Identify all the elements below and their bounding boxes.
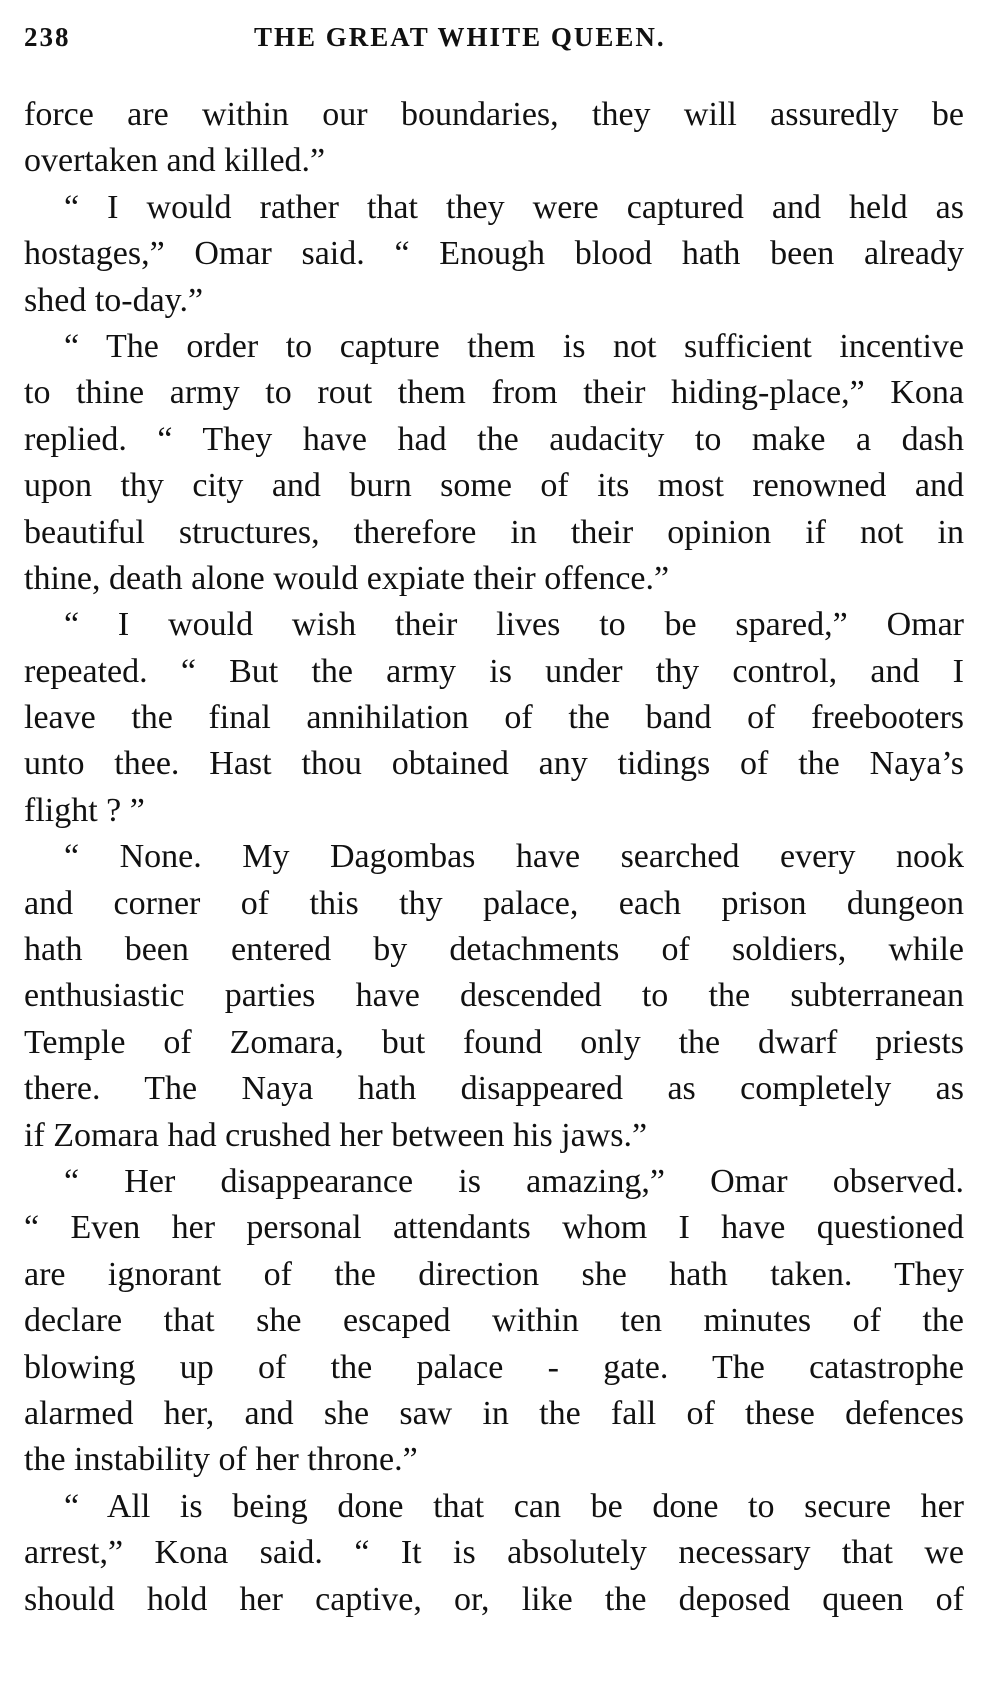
- text-line: hostages,” Omar said. “ Enough blood hath been already: [24, 235, 964, 273]
- text-line: “ All is being done that can be done to secure her: [64, 1487, 964, 1525]
- text-line: hath been entered by detachments of soldiers, while: [24, 931, 964, 969]
- text-line: “ The order to capture them is not sufficient incentive: [64, 327, 964, 365]
- book-page: [24, 14, 964, 1664]
- text-line: arrest,” Kona said. “ It is absolutely necessary that we: [24, 1534, 964, 1572]
- text-line: replied. “ They have had the audacity to make a dash: [24, 420, 964, 458]
- text-line: “ None. My Dagombas have searched every nook: [64, 838, 964, 876]
- text-line: unto thee. Hast thou obtained any tidings of the Naya’s: [24, 745, 964, 783]
- text-line: flight ? ”: [24, 791, 145, 829]
- text-line: are ignorant of the direction she hath taken. They: [24, 1255, 964, 1293]
- text-line: overtaken and killed.”: [24, 142, 326, 180]
- text-line: and corner of this thy palace, each prison dungeon: [24, 884, 964, 922]
- text-line: upon thy city and burn some of its most renowned and: [24, 467, 964, 505]
- text-line: declare that she escaped within ten minutes of the: [24, 1302, 964, 1340]
- text-line: to thine army to rout them from their hiding-place,” Kona: [24, 374, 964, 412]
- text-line: force are within our boundaries, they will assuredly be: [24, 96, 964, 133]
- text-line: if Zomara had crushed her between his jaws.”: [24, 1116, 648, 1154]
- text-line: thine, death alone would expiate their offence.”: [24, 559, 670, 597]
- text-line: “ Her disappearance is amazing,” Omar observed.: [64, 1162, 964, 1200]
- running-head: [24, 14, 964, 66]
- page-number: 238: [24, 22, 71, 52]
- text-line: repeated. “ But the army is under thy control, and I: [24, 652, 964, 690]
- body-text: [24, 92, 964, 1623]
- text-line: enthusiastic parties have descended to the subterranean: [24, 977, 964, 1015]
- text-line: there. The Naya hath disappeared as completely as: [24, 1070, 964, 1108]
- text-line: shed to-day.”: [24, 281, 204, 319]
- text-line: leave the final annihilation of the band of freebooters: [24, 699, 964, 737]
- text-line: the instability of her throne.”: [24, 1441, 418, 1479]
- text-line: alarmed her, and she saw in the fall of these defences: [24, 1394, 964, 1432]
- text-line: beautiful structures, therefore in their opinion if not in: [24, 513, 964, 551]
- running-title: THE GREAT WHITE QUEEN.: [254, 22, 666, 52]
- text-line: “ I would rather that they were captured and held as: [64, 188, 964, 226]
- text-line: blowing up of the palace - gate. The catastrophe: [24, 1348, 964, 1386]
- text-line: should hold her captive, or, like the deposed queen of: [24, 1580, 964, 1618]
- text-line: Temple of Zomara, but found only the dwarf priests: [24, 1023, 964, 1061]
- text-line: “ Even her personal attendants whom I have questioned: [24, 1209, 964, 1247]
- text-line: “ I would wish their lives to be spared,” Omar: [64, 606, 964, 644]
